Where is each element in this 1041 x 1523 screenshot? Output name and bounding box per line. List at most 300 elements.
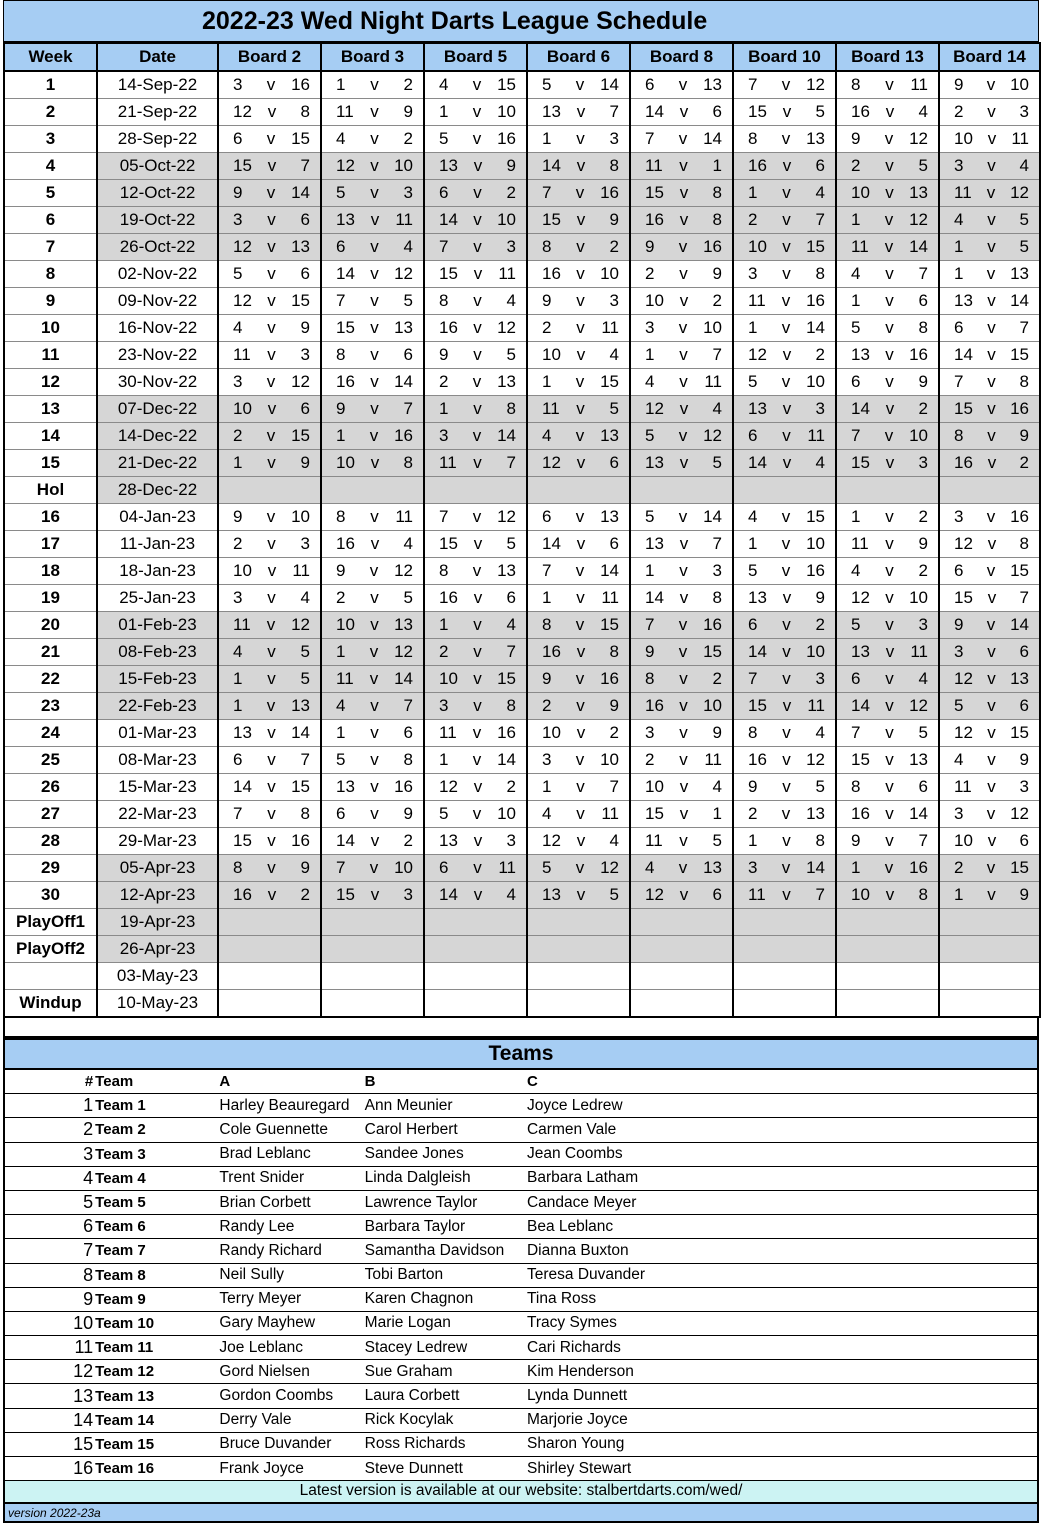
match-cell xyxy=(321,666,424,693)
matchup xyxy=(219,561,320,581)
versus-label: v xyxy=(782,210,791,229)
versus-label: v xyxy=(473,183,482,202)
match-cell xyxy=(218,504,321,531)
date-cell: 19-Apr-23 xyxy=(97,909,218,936)
away-team: 8 xyxy=(300,804,310,823)
match-cell xyxy=(733,99,836,126)
home-team: 5 xyxy=(645,507,655,526)
match-cell xyxy=(424,936,527,963)
match-cell xyxy=(733,693,836,720)
home-team: 4 xyxy=(336,129,346,148)
week-cell: 17 xyxy=(4,531,97,558)
matchup xyxy=(734,318,835,338)
versus-label: v xyxy=(472,804,482,823)
away-team: 15 xyxy=(291,291,310,310)
match-cell xyxy=(218,71,321,99)
versus-label: v xyxy=(884,129,894,148)
matchup xyxy=(940,534,1039,554)
matchup xyxy=(734,885,835,905)
match-cell xyxy=(836,234,939,261)
away-team: 8 xyxy=(1019,534,1029,553)
versus-label: v xyxy=(266,129,276,148)
home-team: 16 xyxy=(851,102,870,121)
matchup xyxy=(734,237,835,257)
player-a: Frank Joyce xyxy=(219,1457,364,1481)
match-cell xyxy=(321,639,424,666)
matchup xyxy=(837,642,938,662)
matchup xyxy=(631,831,732,851)
versus-label: v xyxy=(987,696,996,715)
away-team: 7 xyxy=(712,345,722,364)
match-cell xyxy=(424,963,527,990)
match-cell xyxy=(836,774,939,801)
versus-label: v xyxy=(370,318,379,337)
match-cell xyxy=(939,801,1040,828)
match-cell xyxy=(836,693,939,720)
versus-label: v xyxy=(678,615,688,634)
away-team: 7 xyxy=(1019,588,1029,607)
home-team: 15 xyxy=(336,885,355,904)
away-team: 6 xyxy=(1019,642,1029,661)
matchup xyxy=(219,669,320,689)
versus-label: v xyxy=(679,885,689,904)
date-cell: 07-Dec-22 xyxy=(97,396,218,423)
away-team: 12 xyxy=(394,264,413,283)
versus-label: v xyxy=(576,831,586,850)
matchup xyxy=(322,102,423,122)
schedule-row xyxy=(4,639,1040,666)
matchup xyxy=(734,345,835,365)
match-cell xyxy=(527,882,630,909)
team-name: Team 5 xyxy=(95,1190,219,1214)
versus-label: v xyxy=(369,669,379,688)
away-team: 16 xyxy=(909,345,928,364)
home-team: 8 xyxy=(748,129,758,148)
player-a: Derry Vale xyxy=(219,1408,364,1432)
match-cell xyxy=(527,747,630,774)
matchup xyxy=(734,615,835,635)
match-cell xyxy=(321,126,424,153)
versus-label: v xyxy=(575,75,585,94)
matchup xyxy=(425,723,526,743)
away-team: 14 xyxy=(600,561,619,580)
home-team: 16 xyxy=(748,750,767,769)
home-team: 11 xyxy=(851,237,869,256)
away-team: 14 xyxy=(291,183,310,202)
matchup xyxy=(322,453,423,473)
versus-label: v xyxy=(987,399,996,418)
home-team: 7 xyxy=(851,723,861,742)
schedule-row xyxy=(4,963,1040,990)
away-team: 6 xyxy=(1019,831,1029,850)
match-cell xyxy=(630,531,733,558)
matchup xyxy=(528,75,629,95)
match-cell xyxy=(733,747,836,774)
teams-title: Teams xyxy=(3,1038,1039,1070)
home-team: 13 xyxy=(645,453,664,472)
versus-label: v xyxy=(369,426,379,445)
away-team: 11 xyxy=(601,804,619,823)
away-team: 5 xyxy=(506,534,516,553)
match-cell xyxy=(527,936,630,963)
team-name-header: Team xyxy=(95,1070,219,1094)
matchup xyxy=(940,615,1039,635)
match-cell xyxy=(733,153,836,180)
versus-label: v xyxy=(782,345,792,364)
versus-label: v xyxy=(575,669,585,688)
player-c: Teresa Duvander xyxy=(527,1263,1038,1287)
match-cell xyxy=(527,99,630,126)
player-c: Cari Richards xyxy=(527,1336,1038,1360)
player-c: Tina Ross xyxy=(527,1287,1038,1311)
away-team: 16 xyxy=(394,426,413,445)
versus-label: v xyxy=(266,426,276,445)
home-team: 12 xyxy=(439,777,458,796)
away-team: 16 xyxy=(1010,507,1029,526)
match-cell xyxy=(836,666,939,693)
team-number: 3 xyxy=(4,1142,95,1166)
match-cell xyxy=(321,450,424,477)
versus-label: v xyxy=(987,453,997,472)
home-team: 5 xyxy=(336,183,346,202)
matchup xyxy=(219,237,320,257)
versus-label: v xyxy=(782,696,792,715)
match-cell xyxy=(630,396,733,423)
matchup xyxy=(734,75,835,95)
match-cell xyxy=(218,720,321,747)
matchup xyxy=(425,183,526,203)
match-cell xyxy=(218,342,321,369)
matchup xyxy=(322,426,423,446)
matchup xyxy=(734,588,835,608)
match-cell xyxy=(939,504,1040,531)
away-team: 8 xyxy=(403,453,413,472)
home-team: 13 xyxy=(542,885,561,904)
match-cell xyxy=(836,369,939,396)
away-team: 15 xyxy=(600,372,619,391)
matchup xyxy=(631,372,732,392)
match-cell xyxy=(939,315,1040,342)
versus-label: v xyxy=(370,534,380,553)
match-cell xyxy=(836,207,939,234)
away-team: 10 xyxy=(600,264,619,283)
team-number: 14 xyxy=(4,1408,95,1432)
match-cell xyxy=(939,909,1040,936)
team-number: 6 xyxy=(4,1215,95,1239)
match-cell xyxy=(424,747,527,774)
section-spacer xyxy=(3,1018,1039,1038)
away-team: 4 xyxy=(506,885,516,904)
home-team: 15 xyxy=(851,453,870,472)
match-cell xyxy=(939,558,1040,585)
home-team: 14 xyxy=(645,102,664,121)
match-cell xyxy=(321,909,424,936)
versus-label: v xyxy=(679,183,689,202)
matchup xyxy=(322,318,423,338)
versus-label: v xyxy=(679,534,689,553)
match-cell xyxy=(630,720,733,747)
versus-label: v xyxy=(986,264,996,283)
home-team: 16 xyxy=(336,372,355,391)
player-b: Sue Graham xyxy=(365,1360,527,1384)
versus-label: v xyxy=(987,291,996,310)
match-cell xyxy=(836,315,939,342)
away-team: 2 xyxy=(712,291,722,310)
versus-label: v xyxy=(267,210,276,229)
away-team: 2 xyxy=(403,129,413,148)
away-team: 9 xyxy=(712,264,722,283)
home-team: 7 xyxy=(748,669,758,688)
versus-label: v xyxy=(679,804,689,823)
home-team: 5 xyxy=(851,615,861,634)
home-team: 11 xyxy=(851,534,869,553)
team-row xyxy=(4,1432,1038,1456)
match-cell xyxy=(527,315,630,342)
away-team: 4 xyxy=(1019,156,1029,175)
away-team: 9 xyxy=(609,696,619,715)
home-team: 3 xyxy=(748,858,758,877)
versus-label: v xyxy=(885,75,894,94)
versus-label: v xyxy=(576,156,586,175)
versus-label: v xyxy=(885,183,894,202)
versus-label: v xyxy=(885,777,894,796)
schedule-row xyxy=(4,612,1040,639)
away-team: 16 xyxy=(291,831,310,850)
home-team: 5 xyxy=(851,318,861,337)
away-team: 11 xyxy=(910,642,928,661)
away-team: 11 xyxy=(498,858,516,877)
match-cell xyxy=(630,936,733,963)
home-team: 12 xyxy=(851,588,870,607)
match-cell xyxy=(733,963,836,990)
column-header: Board 5 xyxy=(424,43,527,71)
home-team: 8 xyxy=(542,237,552,256)
home-team: 1 xyxy=(439,399,449,418)
matchup xyxy=(425,426,526,446)
versus-label: v xyxy=(987,156,996,175)
matchup xyxy=(940,345,1039,365)
versus-label: v xyxy=(473,399,482,418)
match-cell xyxy=(939,369,1040,396)
versus-label: v xyxy=(679,750,688,769)
matchup xyxy=(322,858,423,878)
home-team: 13 xyxy=(439,156,458,175)
matchup xyxy=(837,831,938,851)
match-cell xyxy=(218,558,321,585)
home-team: 6 xyxy=(439,183,449,202)
matchup xyxy=(425,156,526,176)
away-team: 14 xyxy=(291,723,310,742)
versus-label: v xyxy=(576,453,586,472)
home-team: 7 xyxy=(542,183,552,202)
player-a: Bruce Duvander xyxy=(219,1432,364,1456)
home-team: 10 xyxy=(645,777,664,796)
player-b: Samantha Davidson xyxy=(365,1239,527,1263)
versus-label: v xyxy=(987,129,997,148)
player-a: Randy Richard xyxy=(219,1239,364,1263)
home-team: 2 xyxy=(748,210,758,229)
week-cell: PlayOff2 xyxy=(4,936,97,963)
versus-label: v xyxy=(987,723,996,742)
column-header: Date xyxy=(97,43,218,71)
matchup xyxy=(425,318,526,338)
versus-label: v xyxy=(679,156,688,175)
match-cell xyxy=(733,207,836,234)
away-team: 8 xyxy=(712,183,722,202)
week-cell: 6 xyxy=(4,207,97,234)
match-cell xyxy=(836,612,939,639)
versus-label: v xyxy=(472,750,482,769)
home-team: 1 xyxy=(851,291,861,310)
date-cell: 09-Nov-22 xyxy=(97,288,218,315)
versus-label: v xyxy=(986,507,996,526)
away-team: 6 xyxy=(815,156,825,175)
home-team: 1 xyxy=(748,183,758,202)
week-cell: 8 xyxy=(4,261,97,288)
team-row xyxy=(4,1166,1038,1190)
match-cell xyxy=(630,126,733,153)
away-team: 12 xyxy=(291,372,310,391)
home-team: 13 xyxy=(954,291,973,310)
away-team: 13 xyxy=(600,507,619,526)
away-team: 2 xyxy=(403,831,413,850)
away-team: 7 xyxy=(712,534,722,553)
match-cell xyxy=(630,261,733,288)
player-c: Lynda Dunnett xyxy=(527,1384,1038,1408)
date-cell: 30-Nov-22 xyxy=(97,369,218,396)
away-team: 14 xyxy=(806,318,825,337)
home-team: 6 xyxy=(233,750,243,769)
matchup xyxy=(631,183,732,203)
match-cell xyxy=(424,207,527,234)
match-cell xyxy=(939,936,1040,963)
away-team: 3 xyxy=(609,291,619,310)
matchup xyxy=(528,858,629,878)
match-cell xyxy=(527,504,630,531)
matchup xyxy=(837,372,938,392)
home-team: 15 xyxy=(748,696,767,715)
versus-label: v xyxy=(576,696,585,715)
home-team: 16 xyxy=(439,318,458,337)
date-cell: 14-Sep-22 xyxy=(97,71,218,99)
versus-label: v xyxy=(679,588,689,607)
versus-label: v xyxy=(986,804,996,823)
home-team: 16 xyxy=(336,534,355,553)
away-team: 2 xyxy=(609,237,619,256)
away-team: 14 xyxy=(909,804,928,823)
away-team: 12 xyxy=(1010,183,1029,202)
home-team: 11 xyxy=(954,183,972,202)
home-team: 5 xyxy=(645,426,655,445)
match-cell xyxy=(527,396,630,423)
match-cell xyxy=(424,396,527,423)
home-team: 9 xyxy=(851,129,861,148)
date-cell: 29-Mar-23 xyxy=(97,828,218,855)
versus-label: v xyxy=(679,372,688,391)
versus-label: v xyxy=(885,723,894,742)
week-cell: 28 xyxy=(4,828,97,855)
away-team: 11 xyxy=(704,372,722,391)
match-cell xyxy=(218,666,321,693)
away-team: 10 xyxy=(394,156,413,175)
home-team: 7 xyxy=(336,291,346,310)
date-cell: 19-Oct-22 xyxy=(97,207,218,234)
away-team: 9 xyxy=(403,804,413,823)
matchup xyxy=(425,750,526,770)
home-team: 1 xyxy=(336,723,346,742)
home-team: 2 xyxy=(542,696,552,715)
matchup xyxy=(631,777,732,797)
home-team: 3 xyxy=(542,750,552,769)
away-team: 13 xyxy=(291,237,310,256)
versus-label: v xyxy=(987,885,996,904)
player-a: Randy Lee xyxy=(219,1215,364,1239)
versus-label: v xyxy=(473,831,483,850)
player-c: Joyce Ledrew xyxy=(527,1094,1038,1118)
team-name: Team 14 xyxy=(95,1408,219,1432)
match-cell xyxy=(836,909,939,936)
home-team: 14 xyxy=(645,588,664,607)
versus-label: v xyxy=(576,102,586,121)
home-team: 10 xyxy=(851,885,870,904)
away-team: 6 xyxy=(300,264,310,283)
home-team: 1 xyxy=(748,318,758,337)
match-cell xyxy=(424,990,527,1018)
versus-label: v xyxy=(987,534,997,553)
match-cell xyxy=(424,531,527,558)
away-team: 11 xyxy=(807,426,825,445)
home-team: 3 xyxy=(233,372,243,391)
matchup xyxy=(837,534,938,554)
home-team: 2 xyxy=(439,372,449,391)
website-note: Latest version is available at our website: stalbertdarts.com/wed/ xyxy=(3,1481,1039,1502)
away-team: 7 xyxy=(815,885,825,904)
player-b-header: B xyxy=(365,1070,527,1094)
week-cell: 1 xyxy=(4,71,97,99)
home-team: 7 xyxy=(851,426,861,445)
matchup xyxy=(322,291,423,311)
home-team: 5 xyxy=(542,75,552,94)
matchup xyxy=(322,696,423,716)
week-cell: 27 xyxy=(4,801,97,828)
away-team: 1 xyxy=(712,156,722,175)
home-team: 11 xyxy=(645,156,663,175)
player-b: Steve Dunnett xyxy=(365,1457,527,1481)
matchup xyxy=(528,237,629,257)
home-team: 15 xyxy=(439,264,458,283)
versus-label: v xyxy=(369,561,379,580)
matchup xyxy=(425,534,526,554)
match-cell xyxy=(424,504,527,531)
home-team: 1 xyxy=(542,777,552,796)
date-cell: 12-Oct-22 xyxy=(97,180,218,207)
home-team: 10 xyxy=(336,453,355,472)
team-number: 12 xyxy=(4,1360,95,1384)
versus-label: v xyxy=(473,318,482,337)
home-team: 1 xyxy=(645,345,655,364)
match-cell xyxy=(630,882,733,909)
versus-label: v xyxy=(575,858,585,877)
versus-label: v xyxy=(267,723,276,742)
away-team: 11 xyxy=(498,264,516,283)
match-cell xyxy=(527,774,630,801)
home-team: 4 xyxy=(851,561,861,580)
away-team: 15 xyxy=(806,237,825,256)
match-cell xyxy=(733,288,836,315)
matchup xyxy=(322,642,423,662)
home-team: 9 xyxy=(439,345,449,364)
away-team: 16 xyxy=(394,777,413,796)
